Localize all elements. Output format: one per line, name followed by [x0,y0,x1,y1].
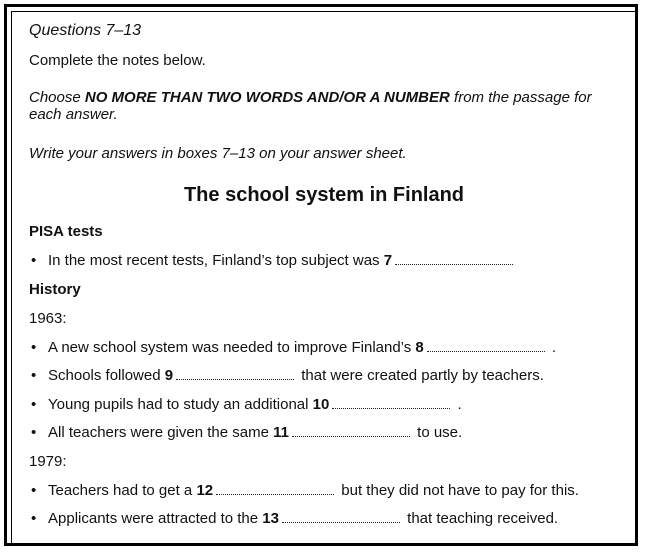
history-item-12: Teachers had to get a 12 but they did not have to pay for this. [48,482,579,499]
bullet-icon: • [31,367,37,384]
choose-prefix: Choose [29,89,85,106]
year-1963: 1963: [29,310,67,327]
complete-instruction: Complete the notes below. [29,52,206,69]
questions-range: Questions 7–13 [29,22,142,39]
history-item-10: Young pupils had to study an additional 10 . [48,396,462,413]
bullet-icon: • [31,482,37,499]
question-number-11: 11 [273,424,289,441]
answer-blank-8[interactable] [427,350,545,352]
notes-title: The school system in Finland [183,184,465,206]
choose-limit: NO MORE THAN TWO WORDS AND/OR A NUMBER [84,89,450,106]
history-heading: History [29,281,81,298]
answer-blank-12[interactable] [216,493,334,495]
answer-blank-13[interactable] [282,521,400,523]
pisa-heading: PISA tests [29,223,103,240]
answer-blank-10[interactable] [332,407,450,409]
answer-blank-9[interactable] [176,378,294,380]
history-item-9: Schools followed 9 that were created partly by teachers. [48,367,544,384]
question-number-8: 8 [415,339,424,356]
bullet-icon: • [31,339,37,356]
question-number-7: 7 [383,252,393,269]
question-number-10: 10 [312,396,330,413]
history-item-13: Applicants were attracted to the 13 that teaching received. [48,510,559,527]
bullet-icon: • [31,396,37,413]
choose-instruction-line2: each answer. [29,106,118,123]
bullet-icon: • [31,252,37,269]
question-number-13: 13 [262,510,279,527]
answer-blank-11[interactable] [292,435,410,437]
question-number-9: 9 [164,367,174,384]
choose-suffix: from the passage for [449,89,592,106]
pisa-item [48,252,516,270]
pisa-item-text: In the most recent tests, Finland’s top subject was [48,252,384,269]
year-1979: 1979: [29,453,67,470]
choose-instruction-line1 [29,89,592,107]
bullet-icon: • [31,424,37,441]
question-number-12: 12 [196,482,214,499]
answer-blank-7[interactable] [395,263,513,265]
history-item-8: A new school system was needed to improve Finland’s 8 . [48,339,557,356]
history-item-11: All teachers were given the same 11 to use. [48,424,463,441]
write-instruction: Write your answers in boxes 7–13 on your answer sheet. [29,145,407,162]
bullet-icon: • [31,510,37,527]
